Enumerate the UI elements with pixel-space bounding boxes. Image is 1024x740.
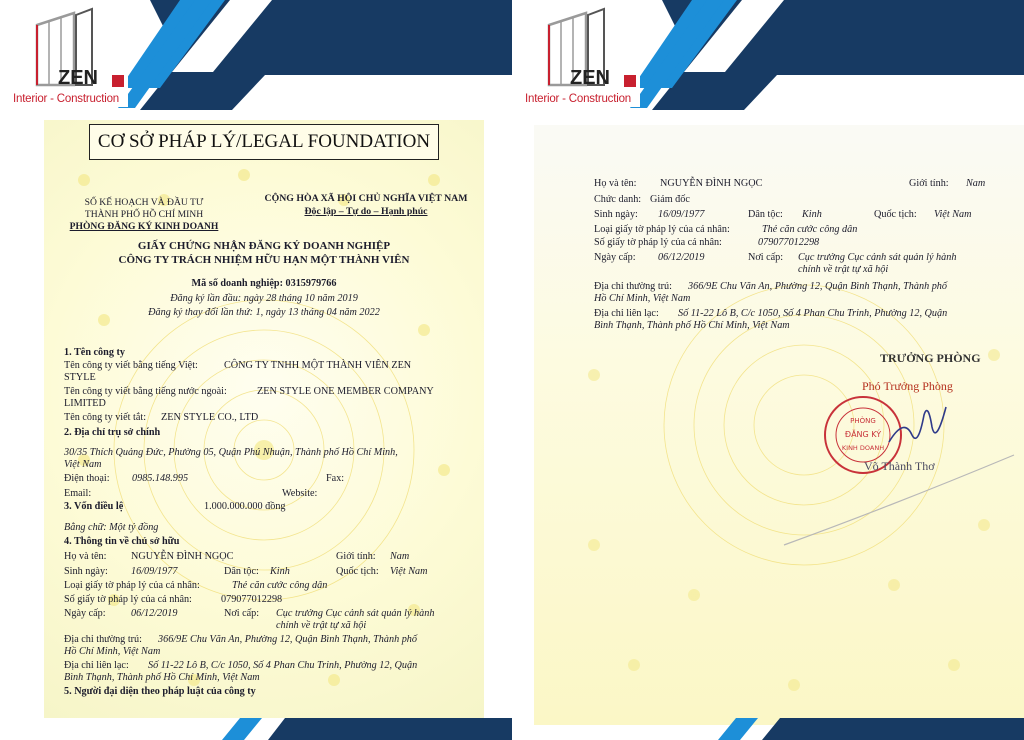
rep-id-type-value: Thẻ căn cước công dân <box>762 224 858 235</box>
short-name-value: ZEN STYLE CO., LTD <box>161 412 259 423</box>
republic-title: CỘNG HÒA XÃ HỘI CHỦ NGHĨA VIỆT NAM <box>264 193 468 204</box>
owner-name-value: NGUYỄN ĐÌNH NGỌC <box>131 551 234 562</box>
vn-name-value-cont: STYLE <box>64 372 96 383</box>
rep-gender-value: Nam <box>966 178 986 189</box>
rep-nationality-value: Việt Nam <box>934 209 972 220</box>
owner-id-type-value: Thẻ căn cước công dân <box>232 580 328 591</box>
rep-contact-address-label: Địa chỉ liên lạc: <box>594 308 659 319</box>
vn-name-value: CÔNG TY TNHH MỘT THÀNH VIÊN ZEN <box>224 360 412 371</box>
owner-issue-place-value-cont: chính về trật tự xã hội <box>276 620 367 631</box>
section-5-heading: 5. Người đại diện theo pháp luật của công ty <box>64 686 256 697</box>
rep-dob-label: Sinh ngày: <box>594 209 638 220</box>
short-name-label: Tên công ty viết tắt: <box>64 412 147 423</box>
rep-name-label: Họ và tên: <box>594 178 637 189</box>
logo-brand: ZEN <box>58 67 98 89</box>
logo-tagline: Interior - Construction <box>13 93 119 105</box>
email-label: Email: <box>64 488 92 499</box>
owner-nationality-value: Việt Nam <box>390 566 428 577</box>
section-3-heading: 3. Vốn điều lệ <box>64 501 124 512</box>
owner-contact-address-value-cont: Bình Thạnh, Thành phố Hồ Chí Minh, Việt Nam <box>64 672 260 683</box>
rep-permanent-address-label: Địa chỉ thường trú: <box>594 281 672 292</box>
rep-ethnic-value: Kinh <box>802 209 822 220</box>
logo-tagline: Interior - Construction <box>525 93 631 105</box>
issuer-office: PHÒNG ĐĂNG KÝ KINH DOANH <box>69 221 219 232</box>
national-motto: Độc lập – Tự do – Hạnh phúc <box>304 206 428 217</box>
zen-logo <box>4 7 128 107</box>
owner-permanent-address-value: 366/9E Chu Văn An, Phường 12, Quận Bình Thạnh, Thành phố <box>158 634 417 645</box>
handwritten-signature <box>884 397 954 457</box>
business-registration-page-2 <box>534 125 1024 725</box>
rep-nationality-label: Quốc tịch: <box>874 209 917 220</box>
company-type: CÔNG TY TRÁCH NHIỆM HỮU HẠN MỘT THÀNH VIÊN <box>118 254 410 266</box>
issuer-dept: SỐ KẾ HOẠCH VÀ ĐẦU TƯ <box>84 197 204 208</box>
issuer-city: THÀNH PHỐ HỒ CHÍ MINH <box>84 209 204 220</box>
seal-line-2: ĐĂNG KÝ <box>844 430 882 439</box>
owner-issue-date-value: 06/12/2019 <box>131 608 178 619</box>
owner-permanent-address-value-cont: Hồ Chí Minh, Việt Nam <box>64 646 161 657</box>
phone-value: 0985.148.995 <box>132 473 189 484</box>
section-4-heading: 4. Thông tin về chủ sở hữu <box>64 536 180 547</box>
owner-issue-place-value: Cục trưởng Cục cảnh sát quản lý hành <box>276 608 435 619</box>
rep-contact-address-value: Số 11-22 Lô B, C/c 1050, Số 4 Phan Chu Trinh, Phường 12, Quận <box>678 308 948 319</box>
owner-ethnic-value: Kinh <box>270 566 290 577</box>
owner-name-label: Họ và tên: <box>64 551 107 562</box>
fax-label: Fax: <box>326 473 345 484</box>
rep-position-value: Giám đốc <box>650 194 690 205</box>
rep-issue-place-label: Nơi cấp: <box>748 252 784 263</box>
rep-position-label: Chức danh: <box>594 194 642 205</box>
rep-gender-label: Giới tính: <box>909 178 949 189</box>
rep-id-number-label: Số giấy tờ pháp lý của cá nhân: <box>594 237 722 248</box>
foreign-name-value-cont: LIMITED <box>64 398 106 409</box>
owner-gender-label: Giới tính: <box>336 551 376 562</box>
head-office-address-cont: Việt Nam <box>64 459 102 470</box>
owner-issue-date-label: Ngày cấp: <box>64 608 106 619</box>
rep-issue-date-value: 06/12/2019 <box>658 252 705 263</box>
owner-nationality-label: Quốc tịch: <box>336 566 379 577</box>
website-label: Website: <box>282 488 318 499</box>
charter-capital: 1.000.000.000 đồng <box>204 501 286 512</box>
head-of-office-title: TRƯỞNG PHÒNG <box>880 351 981 365</box>
owner-permanent-address-label: Địa chỉ thường trú: <box>64 634 142 645</box>
owner-issue-place-label: Nơi cấp: <box>224 608 260 619</box>
owner-dob-label: Sinh ngày: <box>64 566 108 577</box>
seal-line-3: KINH DOANH <box>841 444 885 452</box>
footer-decor-band <box>512 718 1024 740</box>
owner-ethnic-label: Dân tộc: <box>224 566 259 577</box>
deputy-head-title: Phó Trưởng Phòng <box>862 379 953 393</box>
owner-contact-address-label: Địa chỉ liên lạc: <box>64 660 129 671</box>
section-1-heading: 1. Tên công ty <box>64 347 125 358</box>
owner-id-number-value: 079077012298 <box>221 594 283 605</box>
logo-brand: ZEN <box>570 67 610 89</box>
rep-contact-address-value-cont: Bình Thạnh, Thành phố Hồ Chí Minh, Việt Nam <box>594 320 790 331</box>
first-registration-date: Đăng ký lần đầu: ngày 28 tháng 10 năm 2019 <box>170 293 358 304</box>
rep-permanent-address-value-cont: Hồ Chí Minh, Việt Nam <box>594 293 691 304</box>
foreign-name-value: ZEN STYLE ONE MEMBER COMPANY <box>257 386 434 397</box>
rep-id-type-label: Loại giấy tờ pháp lý của cá nhân: <box>594 224 730 235</box>
vn-name-label: Tên công ty viết bằng tiếng Việt: <box>64 360 198 371</box>
rep-dob-value: 16/09/1977 <box>658 209 705 220</box>
legal-foundation-title: CƠ SỞ PHÁP LÝ/LEGAL FOUNDATION <box>89 124 439 160</box>
business-registration-page-1 <box>44 120 484 718</box>
right-document-panel <box>512 0 1024 740</box>
owner-id-number-label: Số giấy tờ pháp lý của cá nhân: <box>64 594 192 605</box>
owner-dob-value: 16/09/1977 <box>131 566 178 577</box>
phone-label: Điện thoại: <box>64 473 110 484</box>
capital-in-words: Bằng chữ: Một tỷ đồng <box>64 522 159 533</box>
owner-id-type-label: Loại giấy tờ pháp lý của cá nhân: <box>64 580 200 591</box>
amendment-date: Đăng ký thay đổi lần thứ: 1, ngày 13 tháng 04 năm 2022 <box>148 307 380 318</box>
enterprise-code: Mã số doanh nghiệp: 0315979766 <box>191 278 337 289</box>
signer-name: Võ Thành Thơ <box>864 459 935 473</box>
rep-ethnic-label: Dân tộc: <box>748 209 783 220</box>
rep-id-number-value: 079077012298 <box>758 237 820 248</box>
section-2-heading: 2. Địa chỉ trụ sở chính <box>64 427 161 438</box>
rep-issue-place-value-cont: chính về trật tự xã hội <box>798 264 889 275</box>
seal-line-1: PHÒNG <box>850 417 876 425</box>
foreign-name-label: Tên công ty viết bằng tiếng nước ngoài: <box>64 386 227 397</box>
certificate-title: GIẤY CHỨNG NHẬN ĐĂNG KÝ DOANH NGHIỆP <box>137 240 391 252</box>
owner-contact-address-value: Số 11-22 Lô B, C/c 1050, Số 4 Phan Chu Trinh, Phường 12, Quận <box>148 660 418 671</box>
rep-issue-date-label: Ngày cấp: <box>594 252 636 263</box>
footer-decor-band <box>0 718 512 740</box>
rep-name-value: NGUYỄN ĐÌNH NGỌC <box>660 178 763 189</box>
head-office-address: 30/35 Thích Quảng Đức, Phường 05, Quận Phú Nhuận, Thành phố Hồ Chí Minh, <box>64 447 398 458</box>
rep-issue-place-value: Cục trưởng Cục cảnh sát quản lý hành <box>798 252 957 263</box>
owner-gender-value: Nam <box>390 551 410 562</box>
rep-permanent-address-value: 366/9E Chu Văn An, Phường 12, Quận Bình Thạnh, Thành phố <box>688 281 947 292</box>
zen-logo <box>516 7 640 107</box>
